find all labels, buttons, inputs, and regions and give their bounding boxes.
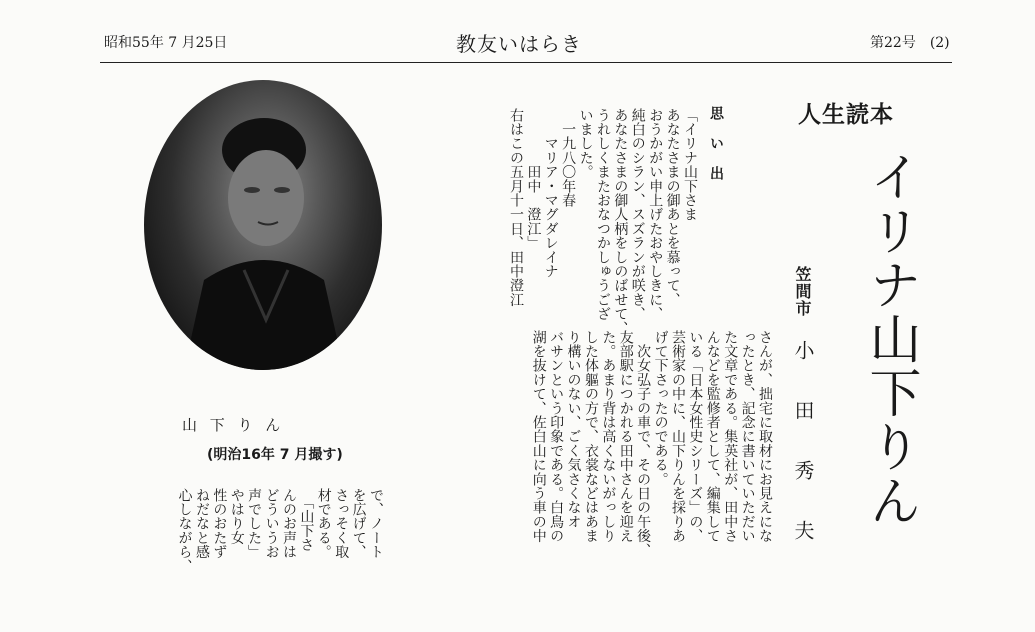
- photo-caption: 山 下 り ん: [182, 416, 285, 434]
- article-body-continued: [102, 488, 384, 588]
- article-title: イリナ山下りん: [860, 150, 920, 528]
- memories-line: 右はこの五月十一日、田中澄江: [507, 108, 524, 307]
- header-rule: [100, 62, 952, 63]
- continued-line: 声でした」: [246, 488, 263, 559]
- portrait-figure: [144, 80, 382, 370]
- body-line: 芸術家の中に、山下りんを採りあ: [669, 330, 686, 543]
- continued-line: を広げて、: [350, 488, 367, 559]
- portrait-photo: [144, 80, 382, 370]
- series-label: 人生読本: [798, 102, 894, 128]
- memories-line: いました。: [577, 108, 594, 179]
- memories-line: あなたさまの御あとを慕って、: [664, 108, 681, 307]
- memories-line: 「イリナ山下さま: [682, 108, 698, 222]
- continued-line: 「山下さ: [298, 488, 315, 552]
- body-line: げて下さったのである。: [652, 330, 669, 487]
- body-line: バサンという印象である。白鳥の: [548, 330, 565, 543]
- memories-line: 田中 澄江」: [525, 108, 542, 250]
- newspaper-title: 教友いはらき: [456, 32, 582, 56]
- body-line: た。あまり背は高くないがっしり: [600, 330, 617, 543]
- memories-line: おうかがい申上げたおやしきに、: [647, 108, 664, 321]
- continued-line: さっそく取: [333, 488, 350, 559]
- author-name: 小 田 秀 夫: [791, 340, 815, 548]
- body-line: 友部駅につかれる田中さんを迎え: [617, 330, 634, 543]
- continued-line: んのお声は: [280, 488, 297, 559]
- body-line: た文章である。集英社が、田中さ: [722, 330, 739, 543]
- article-body: [398, 330, 773, 580]
- continued-line: ねだなと感: [193, 488, 210, 559]
- memories-line: うれしくまたおなつかしゅうござ: [594, 108, 611, 321]
- body-line: ったとき、記念に書いていただい: [739, 330, 756, 543]
- memories-line: 一九八〇年春: [560, 108, 577, 208]
- memories-text: [400, 108, 698, 336]
- body-line: さんが、拙宅に取材にお見えにな: [757, 330, 773, 543]
- memories-heading: 思 い 出: [708, 106, 724, 180]
- memories-line: マリア・マグダレイナ: [542, 108, 559, 279]
- body-line: んなどを監修者として、編集して: [704, 330, 721, 543]
- memories-line: 純白のシラン、スズランが咲き、: [629, 108, 646, 321]
- photo-subcaption: (明治16年 7 月撮す): [207, 447, 343, 463]
- continued-line: 性のおたず: [211, 488, 228, 559]
- continued-line: どういうお: [263, 488, 280, 559]
- continued-line: やはり女: [228, 488, 245, 545]
- body-line: 湖を抜けて、佐白山に向う車の中: [530, 330, 547, 543]
- body-line: いる「日本女性史シリーズ」の、: [687, 330, 704, 543]
- author-place: 笠間市: [793, 266, 812, 317]
- body-line: した体軀の方で、衣裳などはあま: [582, 330, 599, 543]
- continued-line: で、ノート: [368, 488, 384, 559]
- issue-number: 第22号 (2): [870, 35, 950, 51]
- body-line: り構いのない、ごく気さくなオ: [565, 330, 582, 529]
- memories-line: あなたさまの御人柄をしのばせて、: [612, 108, 629, 336]
- continued-line: 材である。: [315, 488, 332, 559]
- continued-line: 心しながら、: [176, 488, 193, 574]
- body-line: 次女弘子の車で、その日の午後、: [635, 330, 652, 558]
- issue-date: 昭和55年 7 月25日: [104, 35, 228, 51]
